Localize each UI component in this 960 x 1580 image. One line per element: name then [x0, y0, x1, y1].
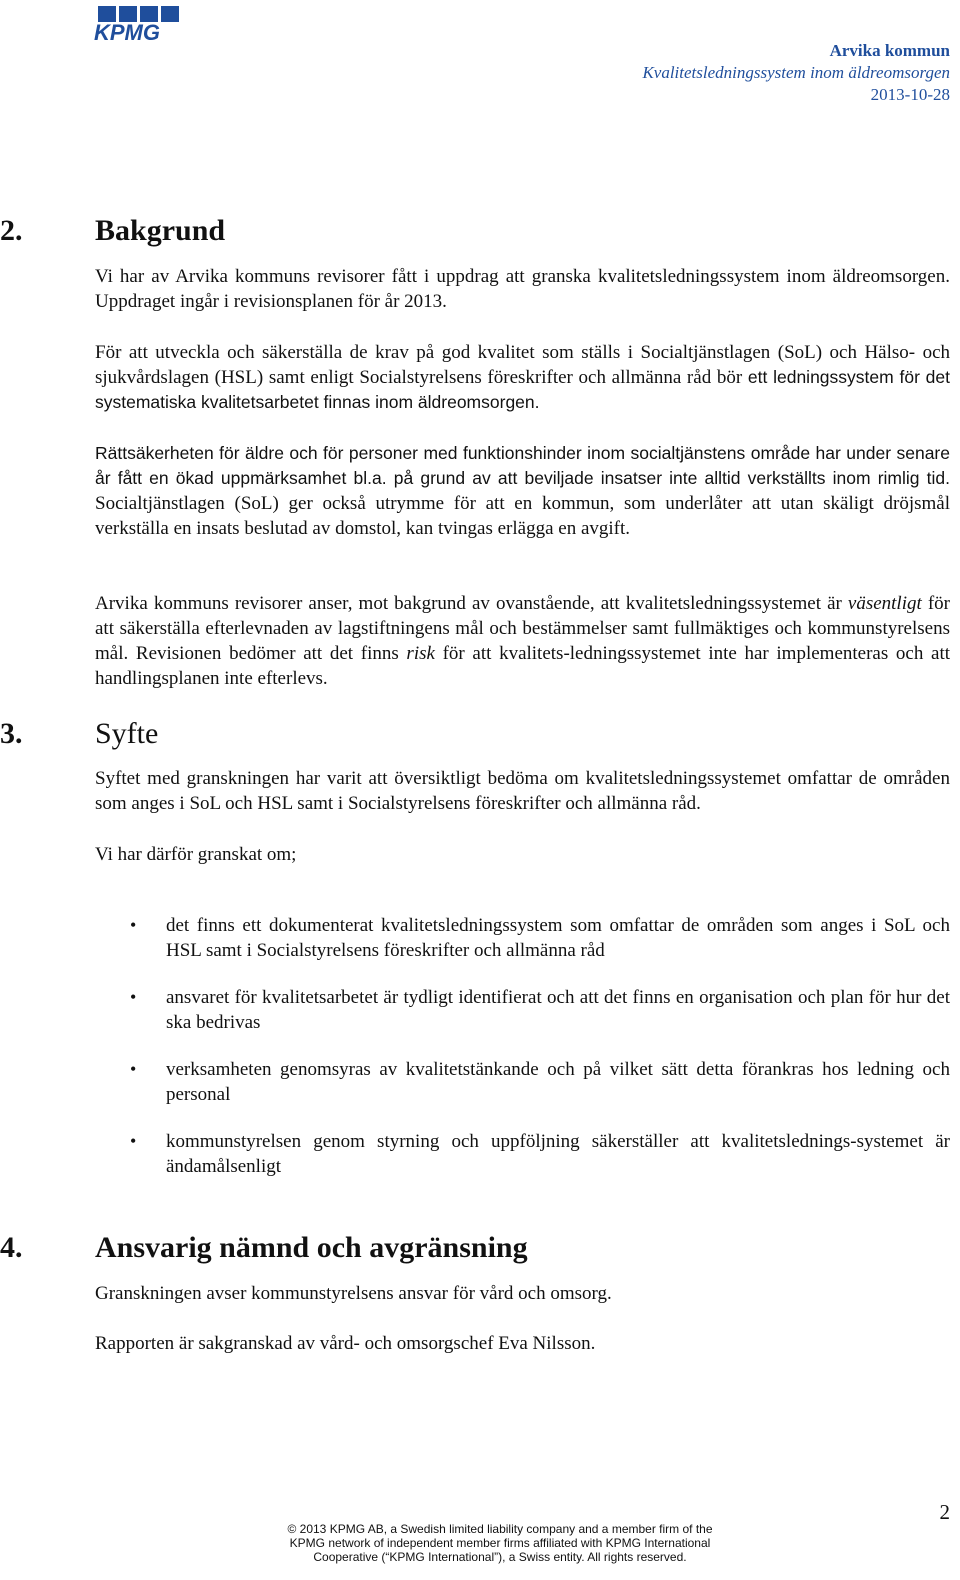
- list-item-text: det finns ett dokumenterat kvalitetsledningssystem som omfattar de områden som anges i SoL och HSL samt i Socialstyrelsens föreskrifter och allmänna råd: [166, 915, 950, 961]
- p4-part-a: Arvika kommuns revisorer anser, mot bakgrund av ovanstående, att kvalitetsledningssystemet är: [95, 593, 848, 614]
- p4-emphasis-risk: risk: [406, 643, 435, 664]
- bakgrund-paragraph-4: [95, 591, 950, 691]
- section-4-title: Ansvarig nämnd och avgränsning: [95, 1231, 528, 1264]
- bakgrund-paragraph-1: Vi har av Arvika kommuns revisorer fått i uppdrag att granska kvalitetsledningssystem inom äldreomsorgen. Uppdraget ingår i revisionsplanen för år 2013.: [95, 266, 950, 312]
- footer-line-3: Cooperative (“KPMG International”), a Swiss entity. All rights reserved.: [313, 1550, 687, 1564]
- list-item-text: ansvaret för kvalitetsarbetet är tydligt identifierat och att det finns en organisation och plan för hur det ska bedrivas: [166, 987, 950, 1033]
- bakgrund-p3-serif: Socialtjänstlagen (SoL) ger också utrymme för att en kommun, som underlåter att utan skäligt dröjsmål verkställa en insats beslutad av domstol, kan tvingas erlägga en avgift.: [95, 493, 950, 539]
- syfte-paragraph-1: Syftet med granskningen har varit att översiktligt bedöma om kvalitetsledningssystemet omfattar de områden som anges i SoL och HSL samt i Socialstyrelsens föreskrifter och allmänna råd.: [95, 768, 950, 814]
- header-subtitle: Kvalitetsledningssystem inom äldreomsorgen: [642, 63, 950, 82]
- bullet-icon: •: [130, 987, 137, 1007]
- header-date: 2013-10-28: [870, 85, 950, 104]
- bullet-icon: •: [130, 1059, 137, 1079]
- bullet-icon: •: [130, 915, 137, 935]
- p4-emphasis-vasentligt: väsentligt: [847, 593, 922, 614]
- section-3-title: Syfte: [95, 717, 159, 750]
- page-number: 2: [939, 1500, 950, 1524]
- bakgrund-p3-sans: Rättsäkerheten för äldre och för personer med funktionshinder inom socialtjänstens område har under senare år fått en ökad uppmärksamhet bl.a. på grund av att beviljade insatser inte alltid verkställts inom rimlig tid.: [95, 443, 950, 488]
- logo-text: KPMG: [94, 20, 160, 42]
- section-2-number: 2.: [0, 214, 23, 247]
- bakgrund-p2-serif: För att utveckla och säkerställa de krav på god kvalitet som ställs i Socialtjänstlagen (SoL) och Hälso- och sjukvårdslagen (HSL) samt enligt Socialstyrelsens föreskrifter och allmänna råd bör: [95, 342, 950, 388]
- header-org: Arvika kommun: [829, 41, 950, 60]
- kpmg-logo: [92, 6, 184, 42]
- avgransning-paragraph-2: Rapporten är sakgranskad av vård- och omsorgschef Eva Nilsson.: [95, 1333, 596, 1354]
- bullet-icon: •: [130, 1131, 137, 1151]
- footer-line-2: KPMG network of independent member firms affiliated with KPMG International: [289, 1536, 711, 1550]
- p4-part-c: för att säkerställa efterlevnaden av lagstiftningens mål och bestämmelser samt fullmäktiges och kommunstyrelsens mål. Revisionen bedömer att det finns: [95, 593, 950, 664]
- section-4-number: 4.: [0, 1231, 23, 1264]
- footer-line-1: © 2013 KPMG AB, a Swedish limited liability company and a member firm of the: [287, 1522, 713, 1536]
- syfte-paragraph-2: Vi har därför granskat om;: [95, 844, 297, 865]
- p4-part-e: för att kvalitets-ledningssystemet inte har implementeras och att handlingsplanen inte efterlevs.: [95, 643, 951, 689]
- bakgrund-paragraph-3: [95, 441, 950, 541]
- section-2-title: Bakgrund: [95, 214, 226, 247]
- section-3-number: 3.: [0, 717, 23, 750]
- copyright-footer: [280, 1522, 720, 1564]
- bakgrund-p2-sans: ett ledningssystem för det systematiska kvalitetsarbetet finnas inom äldreomsorgen.: [95, 367, 951, 412]
- list-item-text: kommunstyrelsen genom styrning och uppföljning säkerställer att kvalitetslednings-systemet är ändamålsenligt: [166, 1131, 950, 1177]
- list-item-text: verksamheten genomsyras av kvalitetstänkande och på vilket sätt detta förankras hos ledning och personal: [166, 1059, 950, 1105]
- bakgrund-paragraph-2: [95, 340, 950, 415]
- avgransning-paragraph-1: Granskningen avser kommunstyrelsens ansvar för vård och omsorg.: [95, 1283, 612, 1304]
- document-header: [642, 40, 950, 106]
